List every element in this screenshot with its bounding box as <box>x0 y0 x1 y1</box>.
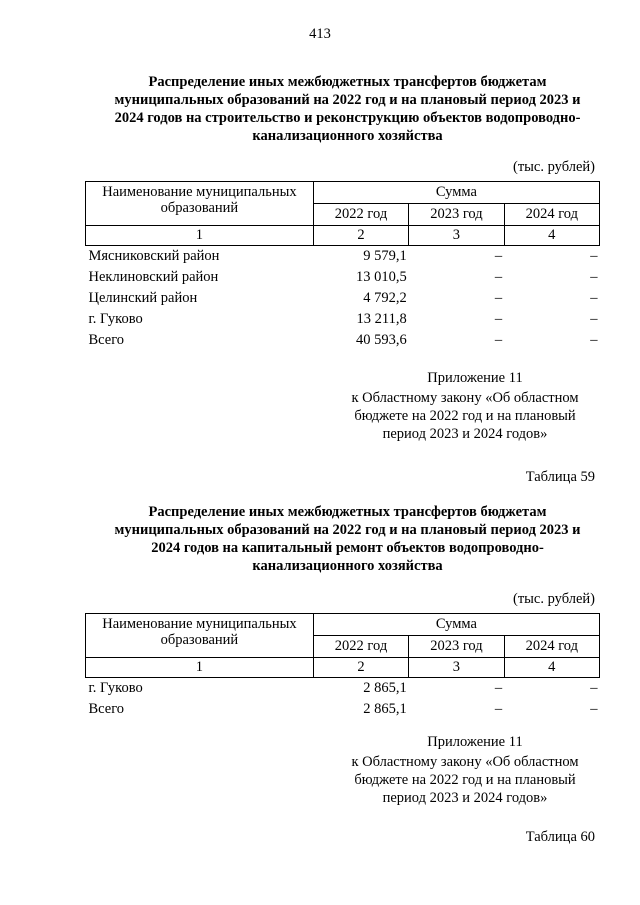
caption-line: период 2023 и 2024 годов» <box>382 790 548 806</box>
caption-line: бюджете на 2022 год и на плановый <box>354 772 576 788</box>
row-name: г. Гуково <box>88 311 143 327</box>
header-year: 2024 год <box>504 204 599 226</box>
value-2024: – <box>590 290 598 306</box>
title-line: муниципальных образований на 2022 год и на плановый период 2023 и <box>114 522 581 538</box>
title-line: канализационного хозяйства <box>252 128 443 144</box>
header-year: 2023 год <box>409 204 504 226</box>
header-sum: Сумма <box>313 614 599 636</box>
table-row <box>86 309 600 330</box>
section-2-title <box>90 503 605 575</box>
unit-label: (тыс. рублей) <box>513 159 595 175</box>
table-label: Таблица 60 <box>525 829 595 845</box>
header-sum: Сумма <box>313 182 599 204</box>
total-row <box>86 699 600 720</box>
value-2023: – <box>494 248 503 264</box>
header-year: 2024 год <box>504 636 599 658</box>
caption-line: к Областному закону «Об областном <box>351 390 579 406</box>
title-line: 2024 годов на капитальный ремонт объектов водопроводно- <box>151 540 544 556</box>
column-number: 3 <box>409 226 504 246</box>
total-row <box>86 330 600 351</box>
total-2024: – <box>590 701 598 717</box>
column-number: 2 <box>313 226 408 246</box>
column-number: 1 <box>86 226 314 246</box>
row-name: Мясниковский район <box>88 248 220 264</box>
table-row <box>86 246 600 268</box>
title-line: Распределение иных межбюджетных трансфертов бюджетам <box>148 504 547 520</box>
column-number: 3 <box>409 658 504 678</box>
header-year: 2022 год <box>313 636 408 658</box>
header-year: 2023 год <box>409 636 504 658</box>
value-2023: – <box>494 269 503 285</box>
total-2023: – <box>494 332 503 348</box>
total-label: Всего <box>88 332 125 348</box>
page-number: 413 <box>309 26 331 42</box>
appendix-title: Приложение 11 <box>427 734 523 750</box>
value-2022: 13 211,8 <box>356 311 407 327</box>
value-2024: – <box>590 311 598 327</box>
total-2024: – <box>590 332 598 348</box>
value-2024: – <box>590 248 598 264</box>
title-line: канализационного хозяйства <box>252 558 443 574</box>
transfers-table-construction <box>85 181 600 351</box>
column-number: 1 <box>86 658 314 678</box>
column-number: 4 <box>504 226 599 246</box>
value-2022: 13 010,5 <box>355 269 407 285</box>
table-row <box>86 288 600 309</box>
header-name: Наименование муниципальных образований <box>86 614 314 658</box>
total-2022: 2 865,1 <box>363 701 407 717</box>
column-number: 4 <box>504 658 599 678</box>
header-name: Наименование муниципальных образований <box>86 182 314 226</box>
transfers-table-repair <box>85 613 600 720</box>
appendix-title: Приложение 11 <box>427 370 523 386</box>
value-2024: – <box>590 680 598 696</box>
row-name: г. Гуково <box>88 680 143 696</box>
title-line: 2024 годов на строительство и реконструкцию объектов водопроводно- <box>114 110 581 126</box>
value-2022: 2 865,1 <box>363 680 407 696</box>
title-line: Распределение иных межбюджетных трансфертов бюджетам <box>148 74 547 90</box>
value-2023: – <box>494 290 503 306</box>
appendix-caption <box>340 753 590 807</box>
row-name: Целинский район <box>88 290 198 306</box>
table-label: Таблица 59 <box>525 469 595 485</box>
value-2022: 4 792,2 <box>363 290 407 306</box>
appendix-caption <box>340 389 590 443</box>
section-1-title <box>90 73 605 145</box>
column-number: 2 <box>313 658 408 678</box>
header-year: 2022 год <box>313 204 408 226</box>
value-2023: – <box>494 311 503 327</box>
caption-line: бюджете на 2022 год и на плановый <box>354 408 576 424</box>
caption-line: период 2023 и 2024 годов» <box>382 426 548 442</box>
value-2024: – <box>590 269 598 285</box>
value-2022: 9 579,1 <box>363 248 407 264</box>
caption-line: к Областному закону «Об областном <box>351 754 579 770</box>
total-label: Всего <box>88 701 125 717</box>
table-row <box>86 678 600 700</box>
total-2022: 40 593,6 <box>355 332 407 348</box>
table-row <box>86 267 600 288</box>
value-2023: – <box>494 680 503 696</box>
title-line: муниципальных образований на 2022 год и на плановый период 2023 и <box>114 92 581 108</box>
total-2023: – <box>494 701 503 717</box>
row-name: Неклиновский район <box>88 269 219 285</box>
unit-label: (тыс. рублей) <box>513 591 595 607</box>
